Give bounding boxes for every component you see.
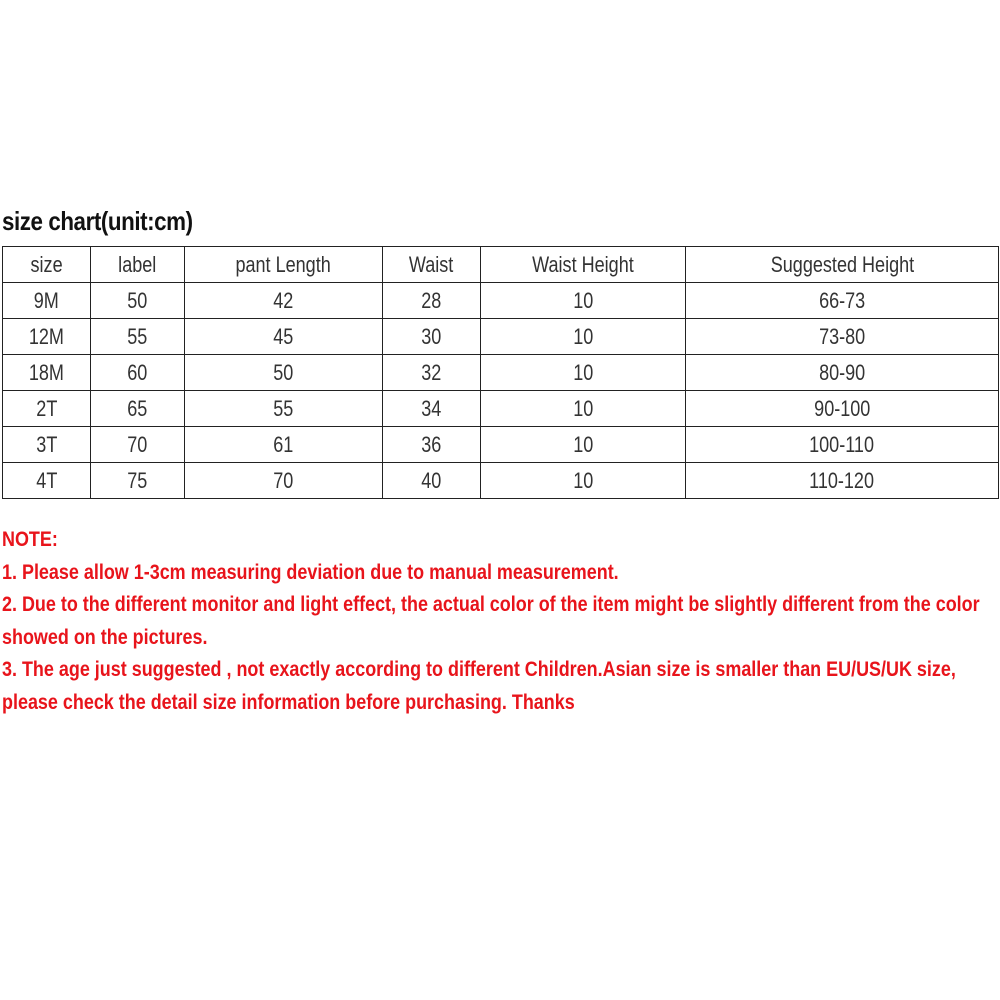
cell-waist-height: 10: [481, 355, 686, 391]
header-suggested-height: Suggested Height: [686, 247, 999, 283]
cell-waist: 28: [383, 283, 481, 319]
cell-waist-height: 10: [481, 283, 686, 319]
cell-label: 70: [91, 427, 185, 463]
cell-waist-height: 10: [481, 463, 686, 499]
cell-pant-length: 61: [185, 427, 383, 463]
cell-size: 2T: [3, 391, 91, 427]
size-chart-table: [2, 246, 999, 499]
cell-waist-height: 10: [481, 391, 686, 427]
cell-waist: 30: [383, 319, 481, 355]
header-size: size: [3, 247, 91, 283]
header-waist-height: Waist Height: [481, 247, 686, 283]
note-item-3: 3. The age just suggested , not exactly according to different Children.Asian size is smaller than EU/US/UK size, please check the detail size information before purchasing. Thanks: [2, 658, 956, 714]
cell-pant-length: 42: [185, 283, 383, 319]
cell-size: 9M: [3, 283, 91, 319]
cell-waist: 40: [383, 463, 481, 499]
cell-pant-length: 55: [185, 391, 383, 427]
cell-label: 60: [91, 355, 185, 391]
cell-waist: 34: [383, 391, 481, 427]
cell-waist-height: 10: [481, 427, 686, 463]
chart-title: size chart(unit:cm): [2, 206, 193, 236]
table-row: [3, 355, 999, 391]
cell-label: 65: [91, 391, 185, 427]
table-header-row: [3, 247, 999, 283]
note-item-1: 1. Please allow 1-3cm measuring deviation due to manual measurement.: [2, 560, 619, 584]
header-pant-length: pant Length: [185, 247, 383, 283]
cell-label: 75: [91, 463, 185, 499]
header-waist: Waist: [383, 247, 481, 283]
cell-size: 12M: [3, 319, 91, 355]
cell-label: 50: [91, 283, 185, 319]
note-heading: NOTE:: [2, 528, 58, 551]
header-label: label: [91, 247, 185, 283]
cell-suggested-height: 90-100: [686, 391, 999, 427]
notes-section: [2, 524, 994, 719]
cell-label: 55: [91, 319, 185, 355]
cell-pant-length: 70: [185, 463, 383, 499]
table-row: [3, 391, 999, 427]
cell-suggested-height: 110-120: [686, 463, 999, 499]
cell-size: 3T: [3, 427, 91, 463]
cell-pant-length: 50: [185, 355, 383, 391]
table-row: [3, 319, 999, 355]
table-row: [3, 283, 999, 319]
cell-waist: 36: [383, 427, 481, 463]
table-row: [3, 427, 999, 463]
cell-size: 18M: [3, 355, 91, 391]
cell-waist-height: 10: [481, 319, 686, 355]
table-row: [3, 463, 999, 499]
cell-size: 4T: [3, 463, 91, 499]
cell-pant-length: 45: [185, 319, 383, 355]
cell-suggested-height: 80-90: [686, 355, 999, 391]
note-item-2: 2. Due to the different monitor and light effect, the actual color of the item might be slightly different from the color showed on the pictures.: [2, 593, 980, 649]
cell-suggested-height: 66-73: [686, 283, 999, 319]
cell-waist: 32: [383, 355, 481, 391]
cell-suggested-height: 100-110: [686, 427, 999, 463]
cell-suggested-height: 73-80: [686, 319, 999, 355]
